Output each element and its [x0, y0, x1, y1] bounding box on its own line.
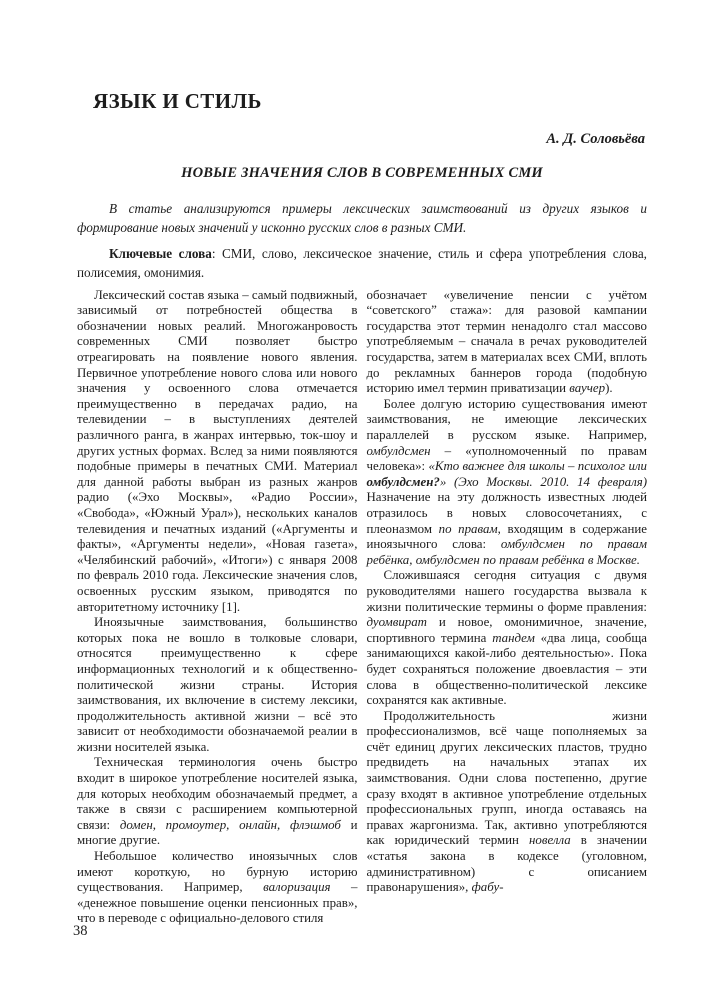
paragraph: Сложившаяся сегодня ситуация с двумя руководителями нашего государства вызвала к жизни политические термины о форме правления: дуомвират и новое, омонимичное, значение, спортивного термина тандем «два лица, сообща занимающихся какой-либо деятельностью». Пока будет сохраняться положение двоевластия – эти слова в общественно-политической лексике сохранятся как активные. — [366, 568, 647, 708]
paragraph: Иноязычные заимствования, большинство которых пока не вошло в толковые словари, относятся преимущественно к сфере информационных технологий и к общественно-политической жизни страны. История заимствования, их включение в систему лексики, продолжительность активной жизни – всё это зависит от необходимости обозначаемой реалии в жизни носителей языка. — [77, 615, 358, 754]
right-column — [367, 288, 648, 927]
paragraph: Более долгую историю существования имеют заимствования, не имеющие лексических параллелей в русском языке. Например, омбулдсмен – «уполномоченный по правам человека»: «Кто важнее для школы – психолог или омбулдсмен?» (Эхо Москвы. 2010. 14 февраля) Назначение на эту должность известных людей отразилось в новых словосочетаниях, с плеоназмом по правам, входящим в содержание иноязычного слова: омбулдсмен по правам ребёнка, омбулдсмен по правам ребёнка в Москве. — [366, 396, 647, 567]
keywords-text: : СМИ, слово, лексическое значение, стиль и сфера употребления слова, полисемия, омонимия. — [77, 245, 647, 280]
paragraph: Техническая терминология очень быстро входит в широкое употребление носителей языка, для которых необходим обозначаемый предмет, а также в связи с расширением компьютерной связи: домен, промоутер, онлайн, флэшмоб и многие другие. — [77, 755, 358, 848]
text-columns — [77, 288, 647, 927]
keywords-label: Ключевые слова — [109, 245, 212, 261]
article-abstract: В статье анализируются примеры лексических заимствований из других языков и формирование новых значений у исконно русских слов в разных СМИ. — [77, 200, 647, 235]
paragraph: обозначает «увеличение пенсии с учётом “советского” стажа»: для разовой кампании государства этот термин ненадолго стал массово употребляемым – сначала в речах руководителей государства, затем в материалах всех СМИ, вплоть до рекламных баннеров города (подобную историю имел термин приватизации ваучер). — [366, 287, 647, 396]
section-header: ЯЗЫК И СТИЛЬ — [93, 89, 262, 113]
keywords-line — [77, 244, 647, 282]
paragraph: Лексический состав языка – самый подвижный, зависимый от потребностей общества в обозначении новых реалий. Многожанровость современных СМИ позволяет быстро отреагировать на появление нового явления. Первичное употребление нового слова или нового значения у освоенного слова отмечается преимущественно в передачах радио, на телевидении – в выступлениях деятелей различного ранга, в жанрах интервью, ток-шоу и других устных формах. Вслед за ними появляются подобные примеры в печатных СМИ. Материал для данной работы выбран из разных жанров радио («Эхо Москвы», «Радио России», «Свобода», «Южный Урал»), нескольких каналов телевидения и печатных изданий («Аргументы и факты», «Аргументы недели», «Новая газета», «Челябинский рабочий», «Итоги») с января 2008 по февраль 2010 года. Лексические значения слов, освоенных русским языком, приводятся по авторитетному источнику [1]. — [77, 287, 358, 614]
author-name: А. Д. Соловьёва — [546, 131, 645, 148]
paragraph: Небольшое количество иноязычных слов имеют короткую, но бурную историю существования. Например, валоризация – «денежное повышение оценки пенсионных прав», что в переводе с официально-делового стиля — [77, 849, 358, 926]
paragraph: Продолжительность жизни профессионализмов, всё чаще пополняемых за счёт единиц других лексических пластов, трудно предвидеть на начальных этапах их заимствования. Одни слова постепенно, другие сразу входят в активное употребление отдельных профессиональных групп, иногда оставаясь на правах жаргонизма. Так, активно употребляются как юридический термин новелла в значении «статья закона в кодексе (уголовном, административном) с описанием правонарушения», фабу- — [366, 708, 647, 895]
article-title: НОВЫЕ ЗНАЧЕНИЯ СЛОВ В СОВРЕМЕННЫХ СМИ — [181, 164, 543, 181]
left-column — [77, 288, 358, 927]
page-number: 38 — [73, 923, 88, 939]
